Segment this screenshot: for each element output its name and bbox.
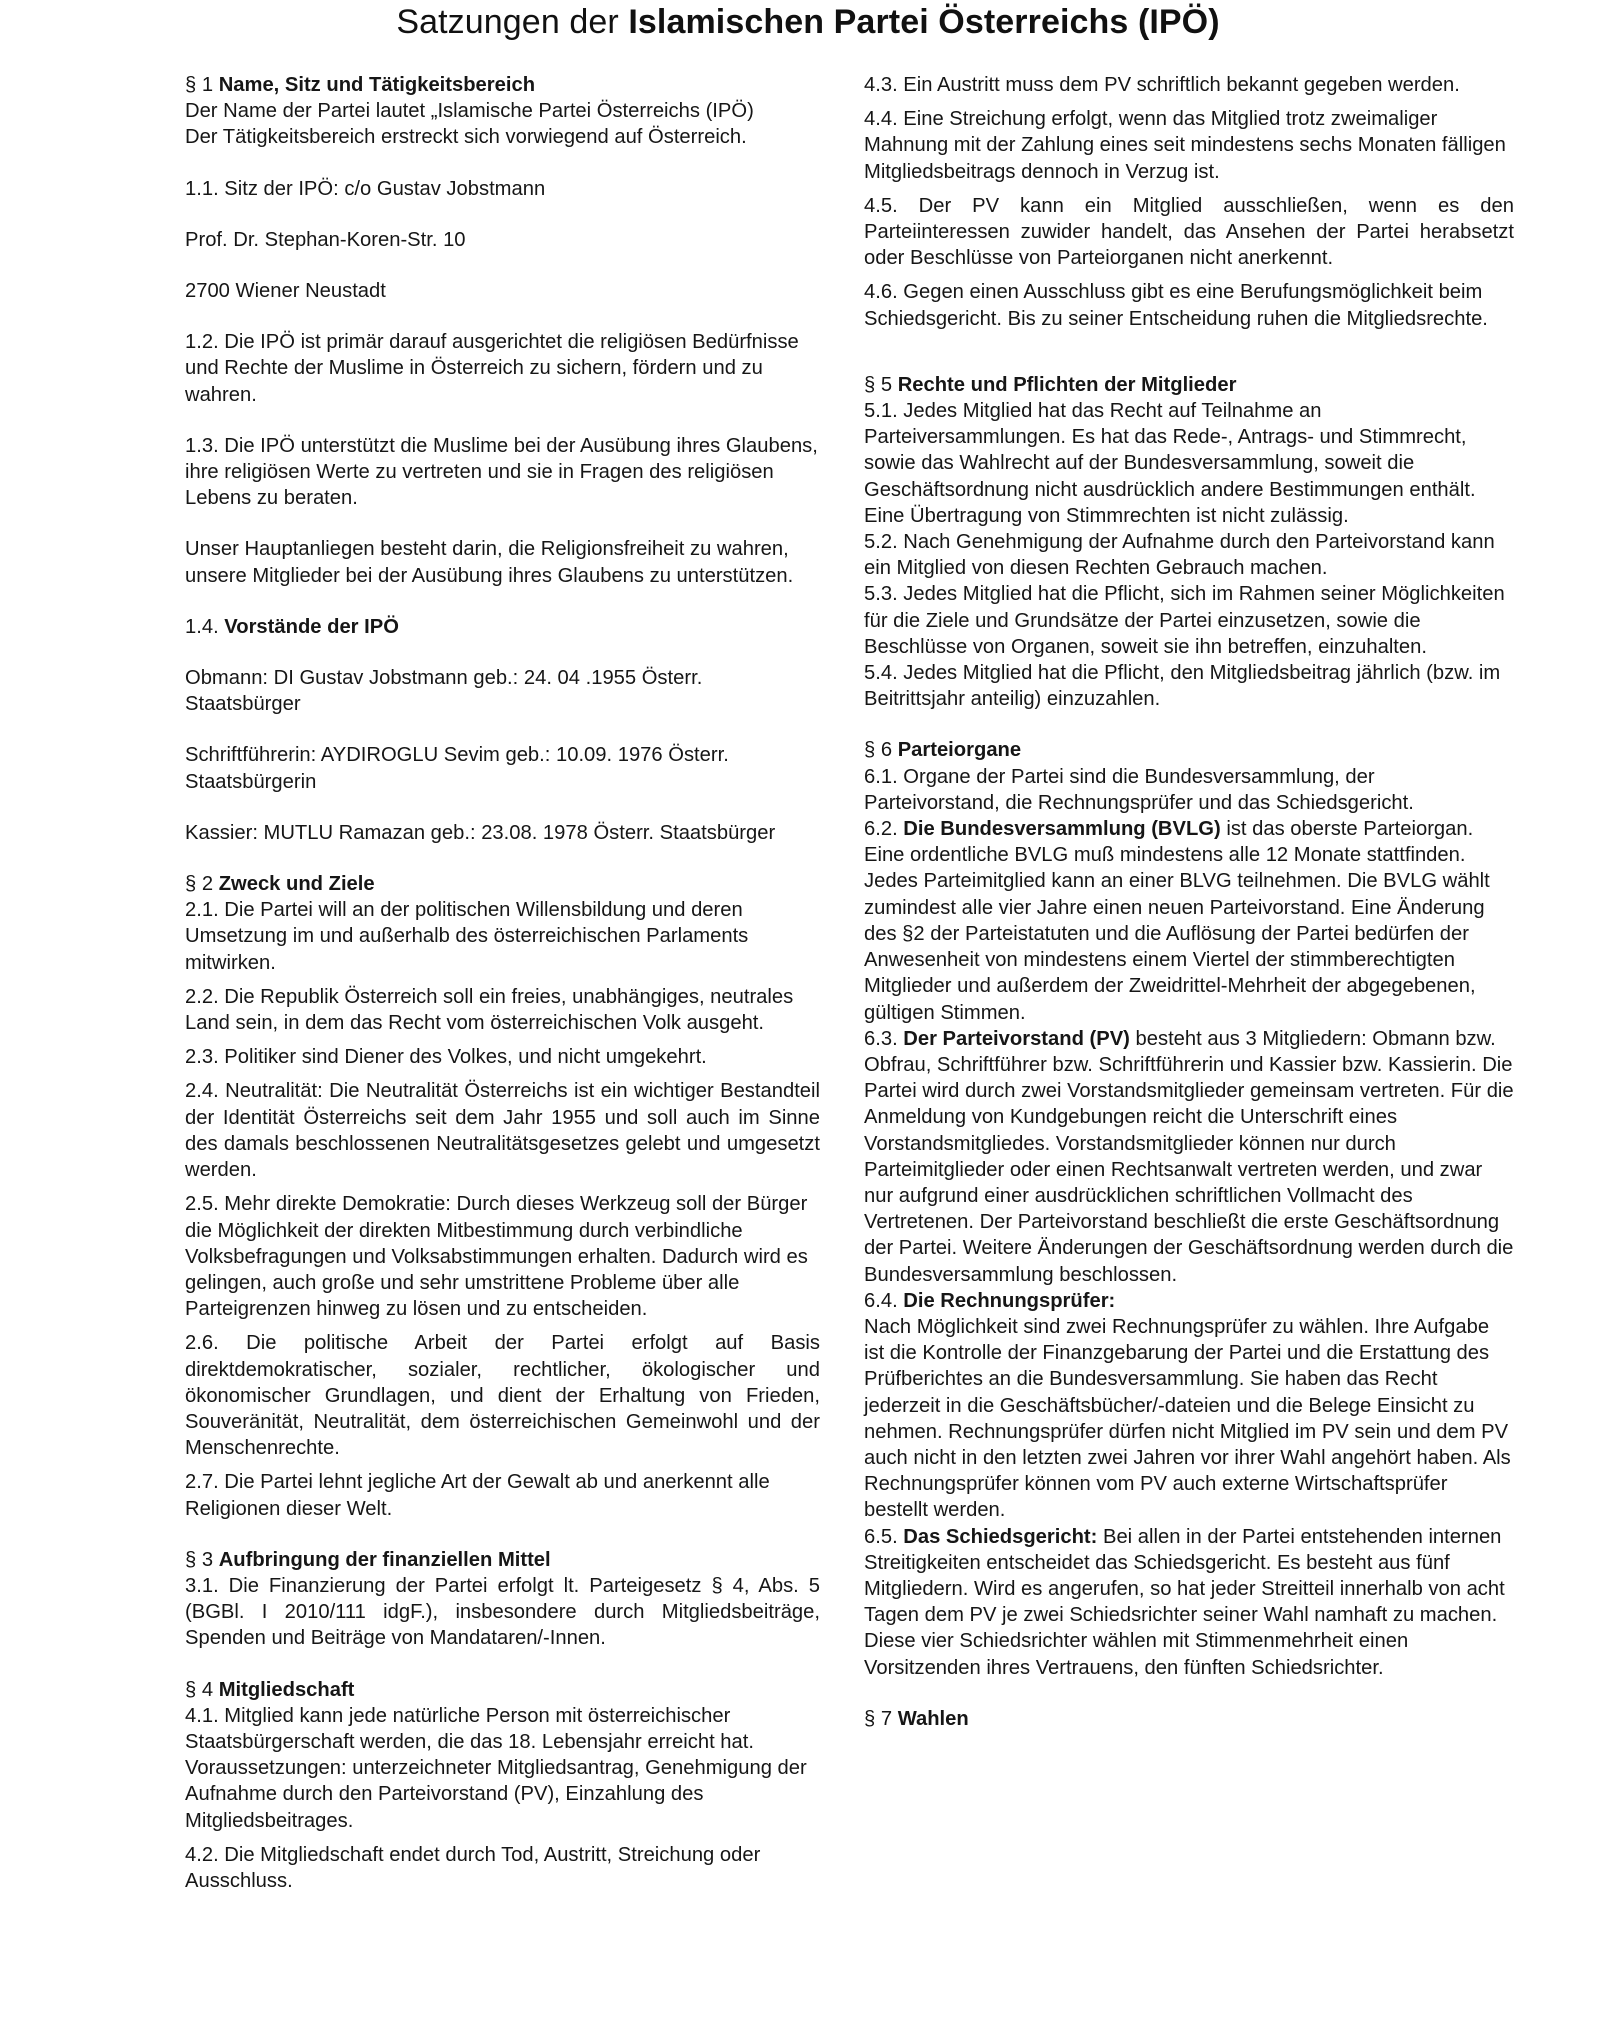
- section-number: § 5: [864, 373, 898, 396]
- paragraph: 5.1. Jedes Mitglied hat das Recht auf Teilnahme an Parteiversammlungen. Es hat das Rede-, Antrags- und Stimmrecht, sowie das Wahlrecht auf der Bundesversammlung, soweit die Geschäftsordnung nicht ausdrücklich andere Bestimmungen enthält. Eine Übertragung von Stimmrechten ist nicht zulässig.: [864, 400, 1476, 527]
- paragraph: 2.1. Die Partei will an der politischen Willensbildung und deren Umsetzung im und außerhalb des österreichischen Parlaments mitwirken.: [185, 899, 749, 974]
- right-column: [864, 72, 1514, 1732]
- paragraph: 6.1. Organe der Partei sind die Bundesversammlung, der Parteivorstand, die Rechnungsprüfer und das Schiedsgericht.: [864, 765, 1414, 814]
- paragraph: 2.7. Die Partei lehnt jegliche Art der Gewalt ab und anerkennt alle Religionen dieser Welt.: [185, 1471, 770, 1520]
- paragraph: [864, 816, 1514, 1026]
- paragraph: 4.3. Ein Austritt muss dem PV schriftlich bekannt gegeben werden.: [864, 74, 1460, 96]
- paragraph-text: ist das oberste Parteiorgan. Eine ordentliche BVLG muß mindestens alle 12 Monate stattfinden. Jedes Parteimitglied kann an einer BLVG teilnehmen. Die BVLG wählt zumindest alle vier Jahre einen neuen Parteivorstand. Eine Änderung des §2 der Parteistatuten und die Auflösung der Partei bedürfen der Anwesenheit von mindestens einem Viertel der stimmberechtigten Mitglieder und außerdem der Zweidrittel-Mehrheit der abgegebenen, gültigen Stimmen.: [864, 818, 1490, 1024]
- section-title: Rechte und Pflichten der Mitglieder: [897, 373, 1237, 396]
- paragraph: Nach Möglichkeit sind zwei Rechnungsprüfer zu wählen. Ihre Aufgabe ist die Kontrolle der Finanzgebarung der Partei und die Erstattung des Prüfberichtes an die Bundesversammlung. Sie haben das Recht jederzeit in die Geschäftsbücher/-dateien und die Belege Einsicht zu nehmen. Rechnungsprüfer dürfen nicht Mitglied im PV sein und dem PV auch nicht in den letzten zwei Jahren vor ihrer Wahl angehört haben. Als Rechnungsprüfer können vom PV auch externe Wirtschaftsprüfer bestellt werden.: [864, 1315, 1511, 1522]
- paragraph: 4.1. Mitglied kann jede natürliche Person mit österreichischer Staatsbürgerschaft werden, die das 18. Lebensjahr erreicht hat. Voraussetzungen: unterzeichneter Mitgliedsantrag, Genehmigung der Aufnahme durch den Parteivorstand (PV), Einzahlung des Mitgliedsbeitrages.: [185, 1704, 807, 1832]
- paragraph: 5.3. Jedes Mitglied hat die Pflicht, sich im Rahmen seiner Möglichkeiten für die Ziele und Grundsätze der Partei einzusetzen, sowie die Beschlüsse von Organen, soweit sie ihn betreffen, einzuhalten.: [864, 583, 1505, 658]
- paragraph: 4.5. Der PV kann ein Mitglied ausschließen, wenn es den Parteiinteressen zuwider handelt, das Ansehen der Partei herabsetzt oder Beschlüsse von Parteiorganen nicht anerkennt.: [864, 194, 1514, 270]
- subsection-title: Die Bundesversammlung (BVLG): [903, 818, 1221, 841]
- section-title: Zweck und Ziele: [218, 873, 375, 896]
- paragraph: 2.6. Die politische Arbeit der Partei erfolgt auf Basis direktdemokratischer, sozialer, rechtlicher, ökologischer und ökonomischer Grundlagen, und dient der Erhaltung von Frieden, Souveränität, Neutralität, dem österreichischen Gemeinwohl und der Menschenrechte.: [185, 1332, 820, 1460]
- paragraph: 2.4. Neutralität: Die Neutralität Österreichs ist ein wichtiger Bestandteil der Identität Österreichs seit dem Jahr 1955 und soll auch im Sinne des damals beschlossenen Neutralitätsgesetzes gelebt und umgesetzt werden.: [185, 1080, 820, 1182]
- paragraph: 1.1. Sitz der IPÖ: c/o Gustav Jobstmann: [185, 177, 546, 200]
- section-title: Mitgliedschaft: [218, 1678, 355, 1701]
- paragraph: [864, 1524, 1514, 1681]
- board-member: Obmann: DI Gustav Jobstmann geb.: 24. 04 .1955 Österr. Staatsbürger: [185, 667, 703, 716]
- subsection-heading: [864, 1288, 1514, 1314]
- subsection-number: 6.3.: [864, 1027, 904, 1050]
- paragraph: 1.3. Die IPÖ unterstützt die Muslime bei der Ausübung ihres Glaubens, ihre religiösen Werte zu vertreten und sie in Fragen des religiösen Lebens zu beraten.: [185, 434, 818, 510]
- section-1-heading: [185, 72, 820, 98]
- section-number: § 7: [864, 1707, 898, 1730]
- address-line: 2700 Wiener Neustadt: [185, 280, 386, 303]
- board-member: Kassier: MUTLU Ramazan geb.: 23.08. 1978 Österr. Staatsbürger: [185, 821, 776, 844]
- title-bold: Islamischen Partei Österreichs (IPÖ): [628, 3, 1220, 41]
- subsection-number: 6.2.: [864, 818, 904, 841]
- paragraph-text: Bei allen in der Partei entstehenden internen Streitigkeiten entscheidet das Schiedsgericht. Es besteht aus fünf Mitgliedern. Wird es angerufen, so hat jeder Streitteil innerhalb von acht Tagen dem PV je zwei Schiedsrichter seiner Wahl namhaft zu machen. Diese vier Schiedsrichter wählen mit Stimmenmehrheit einen Vorsitzenden ihres Vertrauens, den fünften Schiedsrichter.: [864, 1525, 1505, 1679]
- subsection-title: Die Rechnungsprüfer:: [903, 1289, 1116, 1312]
- paragraph: 5.2. Nach Genehmigung der Aufnahme durch den Parteivorstand kann ein Mitglied von diesen Rechten Gebrauch machen.: [864, 531, 1495, 580]
- paragraph: 4.2. Die Mitgliedschaft endet durch Tod, Austritt, Streichung oder Ausschluss.: [185, 1843, 761, 1892]
- left-column: [185, 72, 820, 1894]
- document-title: [0, 0, 1616, 44]
- title-prefix: Satzungen der: [396, 3, 629, 41]
- paragraph: Der Tätigkeitsbereich erstreckt sich vorwiegend auf Österreich.: [185, 126, 747, 149]
- paragraph: 2.3. Politiker sind Diener des Volkes, und nicht umgekehrt.: [185, 1046, 707, 1069]
- section-7-heading: [864, 1706, 1514, 1732]
- section-title: Parteiorgane: [897, 739, 1022, 762]
- section-6-heading: [864, 737, 1514, 763]
- paragraph: 2.5. Mehr direkte Demokratie: Durch dieses Werkzeug soll der Bürger die Möglichkeit der direkten Mitbestimmung durch verbindliche Volksbefragungen und Volksabstimmungen erhalten. Dadurch wird es gelingen, auch große und sehr umstrittene Probleme über alle Parteigrenzen hinweg zu lösen und zu entscheiden.: [185, 1193, 808, 1321]
- paragraph: 2.2. Die Republik Österreich soll ein freies, unabhängiges, neutrales Land sein, in dem das Recht vom österreichischen Volk ausgeht.: [185, 985, 794, 1035]
- paragraph: 5.4. Jedes Mitglied hat die Pflicht, den Mitgliedsbeitrag jährlich (bzw. im Beitrittsjahr anteilig) einzuzahlen.: [864, 662, 1501, 711]
- section-number: § 1: [185, 74, 219, 96]
- paragraph: [864, 1026, 1514, 1288]
- address-line: Prof. Dr. Stephan-Koren-Str. 10: [185, 228, 466, 251]
- subsection-number: 6.4.: [864, 1289, 904, 1312]
- subsection-title: Vorstände der IPÖ: [224, 615, 399, 638]
- paragraph-text: besteht aus 3 Mitgliedern: Obmann bzw. Obfrau, Schriftführer bzw. Schriftführerin und Kassier bzw. Kassierin. Die Partei wird durch zwei Vorstandsmitglieder gemeinsam vertreten. Für die Anmeldung von Kundgebungen reicht die Unterschrift eines Vorstandsmitgliedes. Vorstandsmitglieder können nur durch Parteimitglieder oder einen Rechtsanwalt vertreten werden, und zwar nur aufgrund einer ausdrücklichen schriftlichen Vollmacht des Vertretenen. Der Parteivorstand beschließt die erste Geschäftsordnung der Partei. Weitere Änderungen der Geschäftsordnung werden durch die Bundesversammlung beschlossen.: [864, 1027, 1514, 1286]
- subsection-title: Das Schiedsgericht:: [903, 1525, 1098, 1548]
- section-number: § 3: [185, 1548, 219, 1571]
- paragraph: 1.2. Die IPÖ ist primär darauf ausgerichtet die religiösen Bedürfnisse und Rechte der Muslime in Österreich zu sichern, fördern und zu wahren.: [185, 331, 799, 406]
- subsection-title: Der Parteivorstand (PV): [903, 1027, 1130, 1050]
- section-number: § 4: [185, 1678, 219, 1701]
- section-number: § 6: [864, 739, 898, 762]
- section-number: § 2: [185, 873, 219, 896]
- paragraph: Der Name der Partei lautet „Islamische Partei Österreichs (IPÖ): [185, 100, 754, 123]
- paragraph: Unser Hauptanliegen besteht darin, die Religionsfreiheit zu wahren, unsere Mitglieder bei der Ausübung ihres Glaubens zu unterstützen.: [185, 538, 794, 587]
- section-3-heading: [185, 1547, 820, 1573]
- section-title: Name, Sitz und Tätigkeitsbereich: [218, 74, 536, 96]
- section-5-heading: [864, 372, 1514, 398]
- section-4-heading: [185, 1677, 820, 1703]
- paragraph: 3.1. Die Finanzierung der Partei erfolgt lt. Parteigesetz § 4, Abs. 5 (BGBl. I 2010/111 idgF.), insbesondere durch Mitgliedsbeiträge, Spenden und Beiträge von Mandataren/-Innen.: [185, 1574, 820, 1650]
- section-2-heading: [185, 871, 820, 897]
- subsection-number: 1.4.: [185, 615, 225, 638]
- subsection-number: 6.5.: [864, 1525, 904, 1548]
- paragraph: 4.6. Gegen einen Ausschluss gibt es eine Berufungsmöglichkeit beim Schiedsgericht. Bis zu seiner Entscheidung ruhen die Mitgliedsrechte.: [864, 281, 1488, 330]
- section-title: Aufbringung der finanziellen Mittel: [218, 1548, 551, 1571]
- section-title: Wahlen: [897, 1707, 969, 1730]
- paragraph: 4.4. Eine Streichung erfolgt, wenn das Mitglied trotz zweimaliger Mahnung mit der Zahlung eines seit mindestens sechs Monaten fälligen Mitgliedsbeitrags dennoch in Verzug ist.: [864, 108, 1506, 183]
- board-member: Schriftführerin: AYDIROGLU Sevim geb.: 10.09. 1976 Österr. Staatsbürgerin: [185, 744, 729, 793]
- subsection-heading: [185, 614, 820, 640]
